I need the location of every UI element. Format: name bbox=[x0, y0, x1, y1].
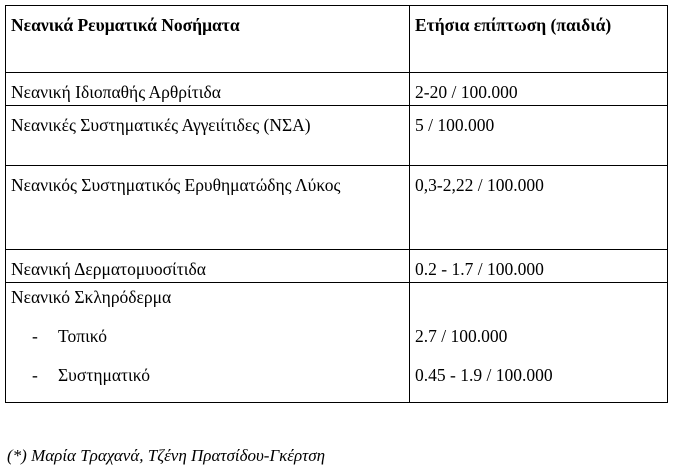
subtype-item bbox=[11, 324, 404, 348]
table-row bbox=[6, 250, 668, 283]
list-dash: - bbox=[32, 365, 38, 385]
subtype-incidence: 0.45 - 1.9 / 100.000 bbox=[415, 365, 553, 385]
disease-cell: Νεανικές Συστηματικές Αγγειίτιδες (ΝΣΑ) bbox=[6, 106, 410, 166]
table-row bbox=[6, 283, 668, 403]
table-row bbox=[6, 166, 668, 250]
subtype-name: Τοπικό bbox=[58, 326, 107, 346]
incidence-value bbox=[415, 285, 662, 309]
incidence-table bbox=[5, 5, 668, 403]
incidence-cell: 0.2 - 1.7 / 100.000 bbox=[410, 250, 668, 283]
subtype-name: Συστηματικό bbox=[58, 365, 150, 385]
table-row bbox=[6, 73, 668, 106]
table-header-row bbox=[6, 6, 668, 73]
subtype-item bbox=[11, 363, 404, 387]
disease-name: Νεανικό Σκληρόδερμα bbox=[11, 287, 172, 307]
footnote: (*) Μαρία Τραχανά, Τζένη Πρατσίδου-Γκέρτση bbox=[7, 446, 326, 465]
disease-cell: Νεανική Δερματομυοσίτιδα bbox=[6, 250, 410, 283]
incidence-cell: 0,3-2,22 / 100.000 bbox=[410, 166, 668, 250]
disease-cell: Νεανική Ιδιοπαθής Αρθρίτιδα bbox=[6, 73, 410, 106]
list-dash: - bbox=[32, 326, 38, 346]
subtype-incidence: 2.7 / 100.000 bbox=[415, 326, 508, 346]
incidence-cell bbox=[410, 283, 668, 403]
table-row bbox=[6, 106, 668, 166]
disease-cell bbox=[6, 283, 410, 403]
header-disease: Νεανικά Ρευματικά Νοσήματα bbox=[6, 6, 410, 73]
incidence-cell: 2-20 / 100.000 bbox=[410, 73, 668, 106]
incidence-cell: 5 / 100.000 bbox=[410, 106, 668, 166]
header-incidence: Ετήσια επίπτωση (παιδιά) bbox=[410, 6, 668, 73]
disease-cell: Νεανικός Συστηματικός Ερυθηματώδης Λύκος bbox=[6, 166, 410, 250]
